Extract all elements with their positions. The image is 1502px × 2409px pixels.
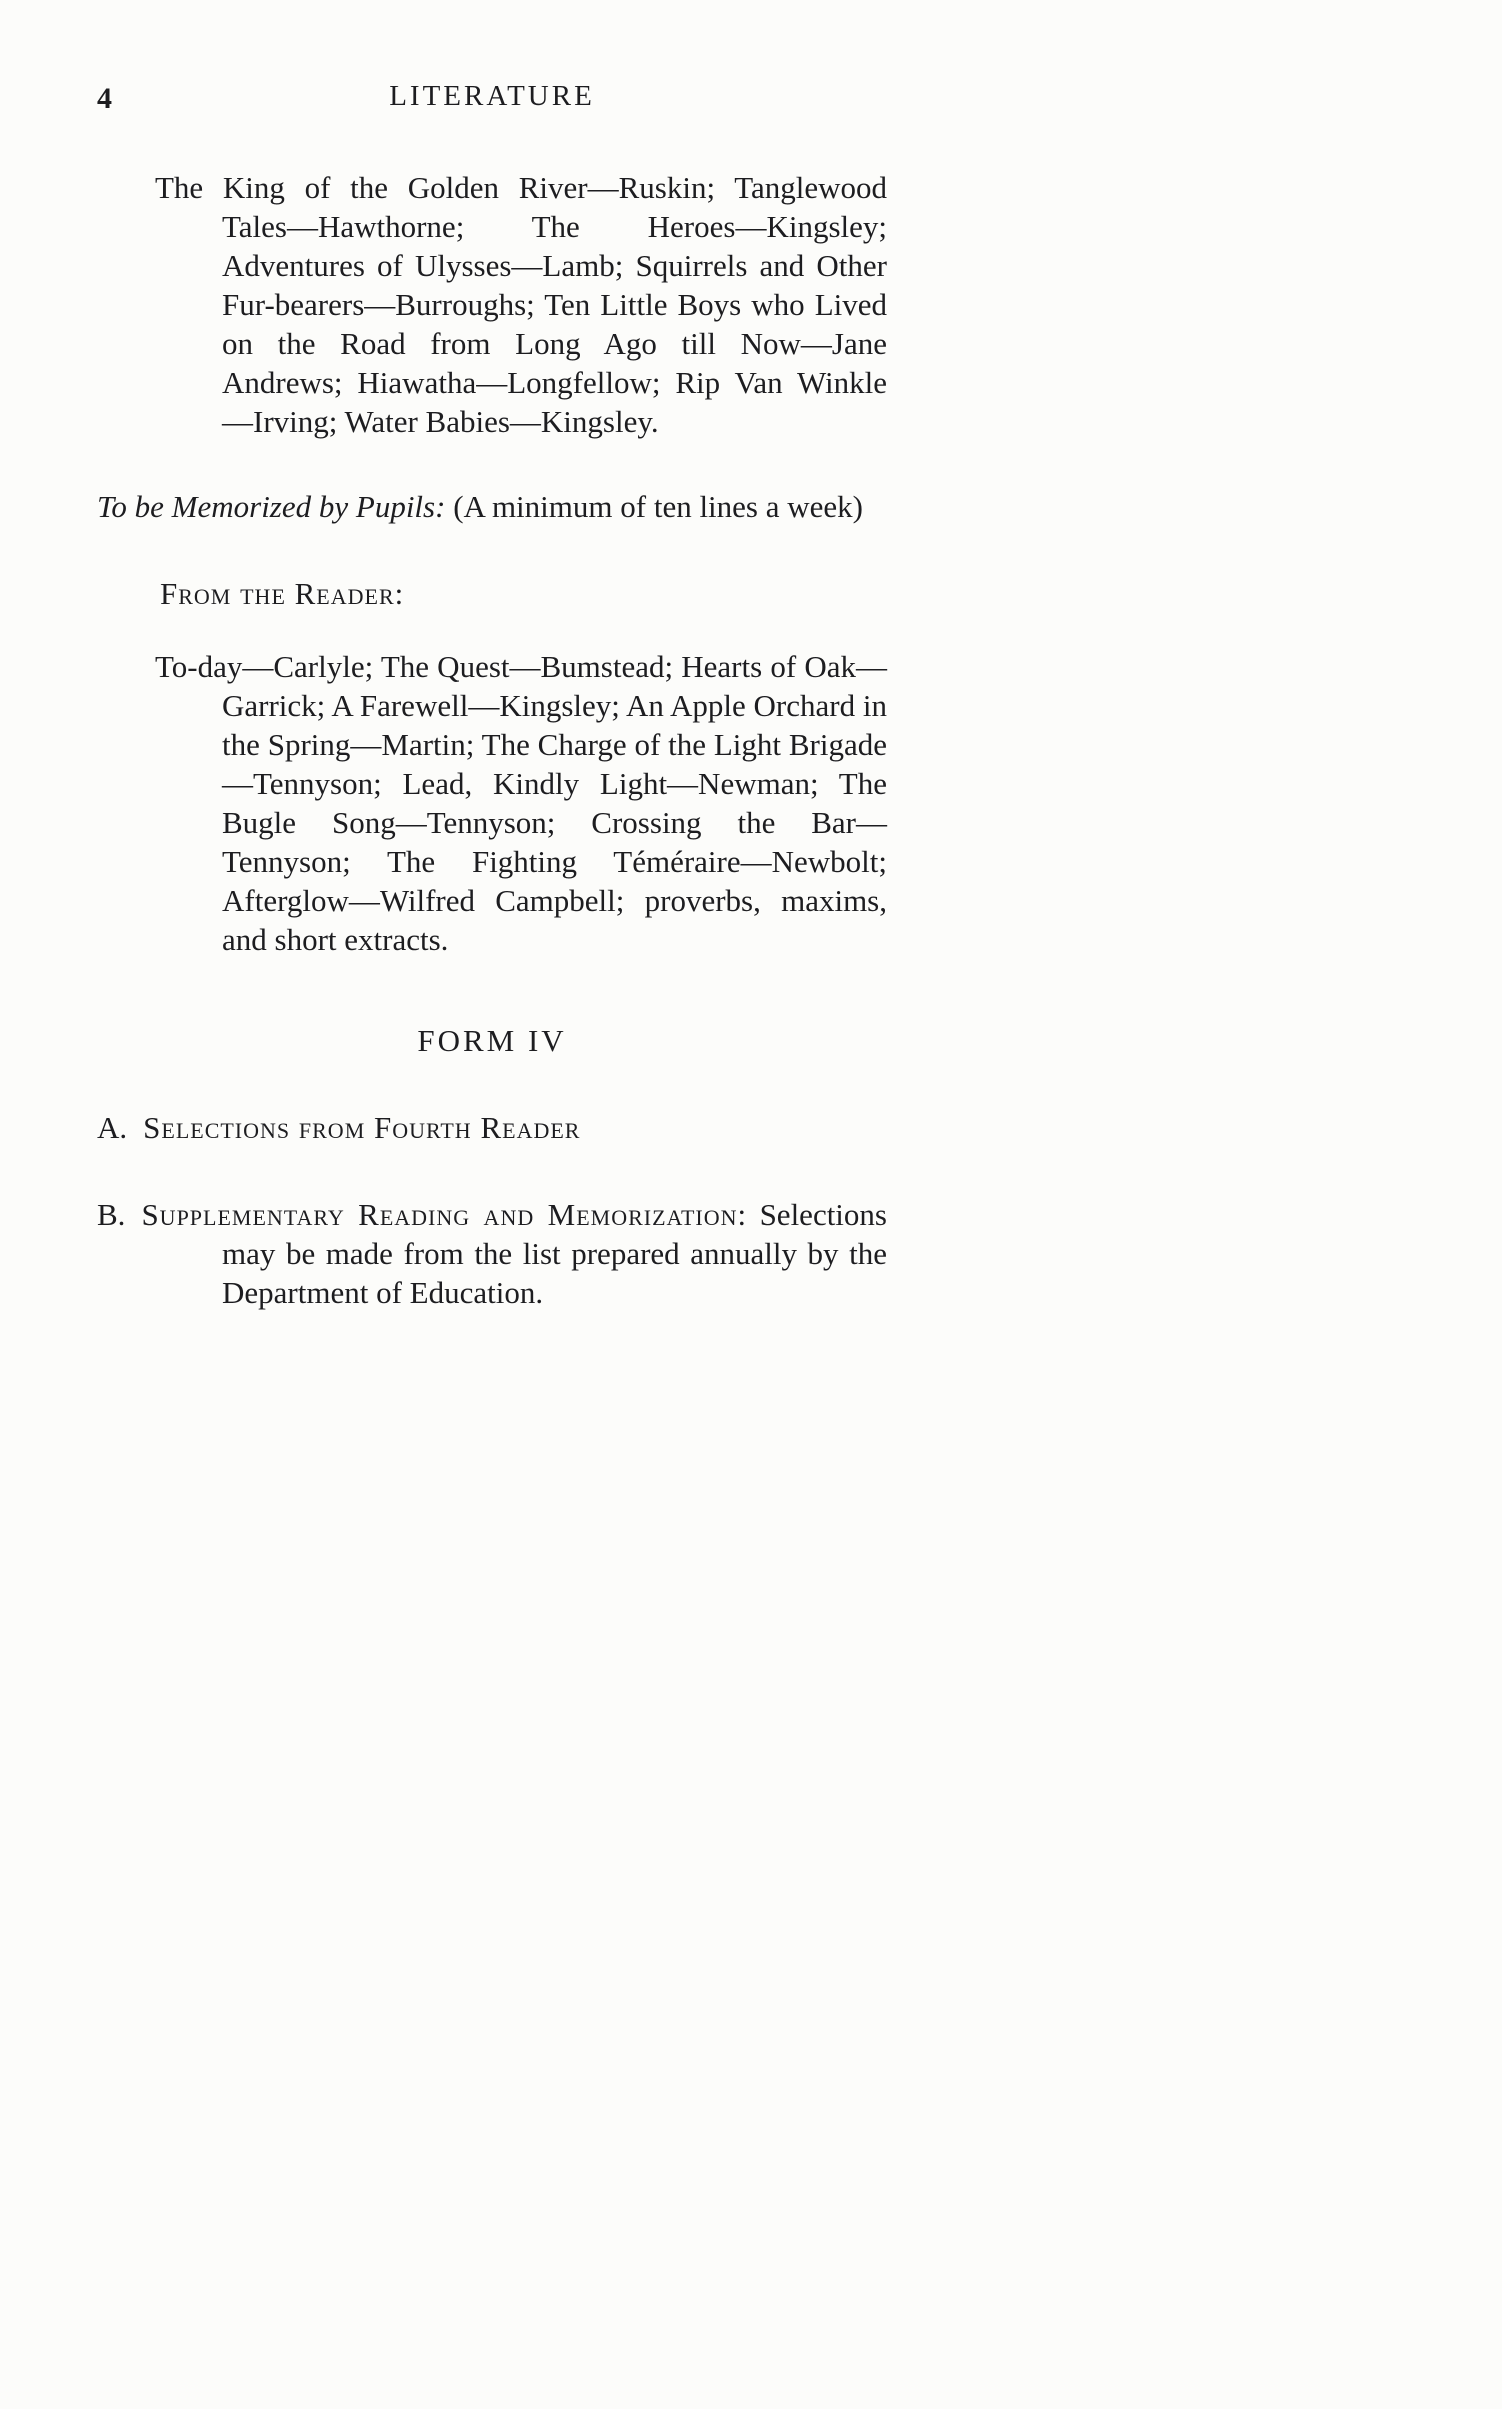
text-block	[97, 80, 887, 1312]
item-b-label: B.	[97, 1197, 126, 1232]
memorize-lead: To be Memorized by Pupils:	[97, 489, 446, 524]
memorize-rest: (A minimum of ten lines a week)	[445, 489, 863, 524]
running-header	[97, 80, 887, 120]
memorize-paragraph	[97, 487, 887, 526]
page-number: 4	[97, 82, 112, 115]
item-a-text: Selections from Fourth Reader	[143, 1110, 581, 1145]
item-a	[97, 1108, 887, 1147]
from-the-reader-heading: From the Reader:	[160, 576, 405, 611]
item-b-lead: Supplementary Reading and Memorization:	[141, 1197, 748, 1232]
item-b	[97, 1195, 887, 1312]
reading-list-paragraph: The King of the Golden River—Ruskin; Tanglewood Tales—Hawthorne; The Heroes—Kingsley; Adventures of Ulysses—Lamb; Squirrels and Other Fur-bearers—Burroughs; Ten Little Boys who Lived on the Road from Long Ago till Now—Jane Andrews; Hiawatha—Longfellow; Rip Van Winkle—Irving; Water Babies—Kingsley.	[155, 170, 887, 439]
form-iv-heading: FORM IV	[417, 1023, 567, 1058]
item-b-text: Selections may be made from the list prepared annually by the Department of Education.	[222, 1197, 887, 1310]
running-header-title: LITERATURE	[389, 80, 595, 112]
reader-selections-paragraph: To-day—Carlyle; The Quest—Bumstead; Hearts of Oak—Garrick; A Farewell—Kingsley; An Apple Orchard in the Spring—Martin; The Charge of the Light Brigade—Tennyson; Lead, Kindly Light—Newman; The Bugle Song—Tennyson; Crossing the Bar—Tennyson; The Fighting Téméraire—Newbolt; Afterglow—Wilfred Campbell; proverbs, maxims, and short extracts.	[155, 649, 887, 957]
item-a-label: A.	[97, 1110, 128, 1145]
